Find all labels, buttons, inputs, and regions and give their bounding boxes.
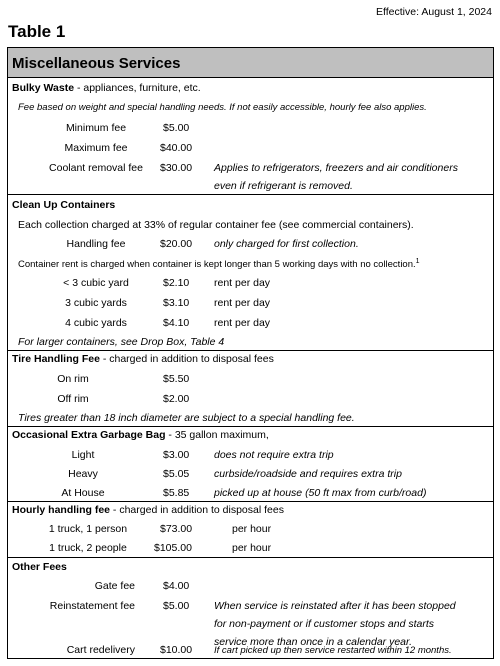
other-title: Other Fees — [12, 561, 67, 573]
container-size-label: 3 cubic yards — [65, 297, 127, 309]
rent-note-text: Container rent is charged when container is kept longer than 5 working days with no collection. — [18, 259, 416, 271]
reinstatement-fee-price: $5.00 — [163, 600, 190, 612]
hourly-row-note: per hour — [232, 523, 272, 535]
bag-row-price: $3.00 — [163, 449, 190, 461]
hourly-subtitle: - charged in addition to disposal fees — [110, 504, 284, 516]
tire-footnote: Tires greater than 18 inch diameter are subject to a special handling fee. — [18, 412, 355, 424]
bulky-note: Fee based on weight and special handling needs. If not easily accessible, hourly fee also applies. — [18, 102, 427, 113]
section-divider — [8, 557, 493, 558]
container-rent-price: $2.10 — [163, 277, 190, 289]
handling-fee-note: only charged for first collection. — [214, 238, 359, 250]
reinstatement-note-line: When service is reinstated after it has been stopped — [214, 600, 456, 612]
bag-row-label: Light — [71, 449, 95, 461]
container-rent-note: rent per day — [214, 277, 271, 289]
reinstatement-fee-label: Reinstatement fee — [49, 600, 135, 612]
footnote-marker: 1 — [415, 258, 420, 265]
container-rent-note: rent per day — [214, 297, 271, 309]
bag-row-label: At House — [61, 487, 105, 499]
bulky-row-label: Minimum fee — [65, 122, 127, 134]
rent-note — [18, 258, 420, 270]
table-banner — [8, 48, 493, 78]
hourly-row-price: $105.00 — [154, 542, 192, 554]
section-divider — [8, 350, 493, 351]
container-size-label: < 3 cubic yard — [63, 277, 129, 289]
bag-title: Occasional Extra Garbage Bag — [12, 429, 166, 441]
effective-date: Effective: August 1, 2024 — [376, 6, 492, 18]
section-divider — [8, 194, 493, 195]
hourly-row-price: $73.00 — [160, 523, 193, 535]
bulky-row-price: $30.00 — [160, 162, 193, 174]
tire-row-price: $5.50 — [163, 373, 190, 385]
table-title: Table 1 — [8, 22, 66, 41]
bulky-row-label: Maximum fee — [64, 142, 128, 154]
container-rent-note: rent per day — [214, 317, 271, 329]
bag-row-note: does not require extra trip — [214, 449, 334, 461]
hourly-row-note: per hour — [232, 542, 272, 554]
container-rent-price: $3.10 — [163, 297, 190, 309]
reinstatement-note-line: service more than once in a calendar year. — [214, 636, 413, 648]
bag-header — [12, 429, 269, 441]
bulky-row-price: $40.00 — [160, 142, 193, 154]
bulky-note-continued: even if refrigerant is removed. — [214, 180, 353, 192]
cleanup-footnote: For larger containers, see Drop Box, Table 4 — [18, 336, 225, 348]
bulky-subtitle: - appliances, furniture, etc. — [74, 82, 201, 94]
bulky-row-price: $5.00 — [163, 122, 190, 134]
hourly-row-label: 1 truck, 2 people — [49, 542, 127, 554]
banner-title: Miscellaneous Services — [12, 55, 181, 72]
hourly-row-label: 1 truck, 1 person — [48, 523, 128, 535]
bulky-title: Bulky Waste — [12, 82, 75, 94]
tire-row-price: $2.00 — [163, 393, 190, 405]
bag-row-price: $5.85 — [163, 487, 190, 499]
cleanup-title: Clean Up Containers — [12, 199, 116, 211]
gate-fee-label: Gate fee — [94, 580, 135, 592]
tire-header — [12, 353, 274, 365]
bag-row-note: picked up at house (50 ft max from curb/road) — [214, 487, 427, 499]
bag-subtitle: - 35 gallon maximum, — [165, 429, 269, 441]
container-rent-price: $4.10 — [163, 317, 190, 329]
cart-redelivery-note: If cart picked up then service restarted within 12 months. — [214, 645, 452, 656]
section-divider — [8, 501, 493, 502]
bulky-row-note: Applies to refrigerators, freezers and air conditioners — [214, 162, 458, 174]
cart-redelivery-price: $10.00 — [160, 644, 193, 656]
bulky-row-label: Coolant removal fee — [49, 162, 143, 174]
bag-row-note: curbside/roadside and requires extra trip — [214, 468, 402, 480]
handling-fee-label: Handling fee — [66, 238, 126, 250]
cart-redelivery-label: Cart redelivery — [66, 644, 135, 656]
bag-row-price: $5.05 — [163, 468, 190, 480]
reinstatement-note-line: for non-payment or if customer stops and starts — [214, 618, 435, 630]
tire-title: Tire Handling Fee — [12, 353, 100, 365]
services-table — [7, 47, 494, 659]
section-divider — [8, 426, 493, 427]
handling-fee-price: $20.00 — [160, 238, 193, 250]
hourly-title: Hourly handling fee — [12, 504, 111, 516]
bulky-header — [12, 82, 201, 94]
tire-row-label: On rim — [57, 373, 89, 385]
tire-row-label: Off rim — [57, 393, 89, 405]
gate-fee-price: $4.00 — [163, 580, 190, 592]
hourly-header — [12, 504, 284, 516]
tire-subtitle: - charged in addition to disposal fees — [99, 353, 274, 365]
cleanup-line: Each collection charged at 33% of regular container fee (see commercial containers). — [18, 219, 414, 231]
container-size-label: 4 cubic yards — [65, 317, 127, 329]
bag-row-label: Heavy — [68, 468, 98, 480]
